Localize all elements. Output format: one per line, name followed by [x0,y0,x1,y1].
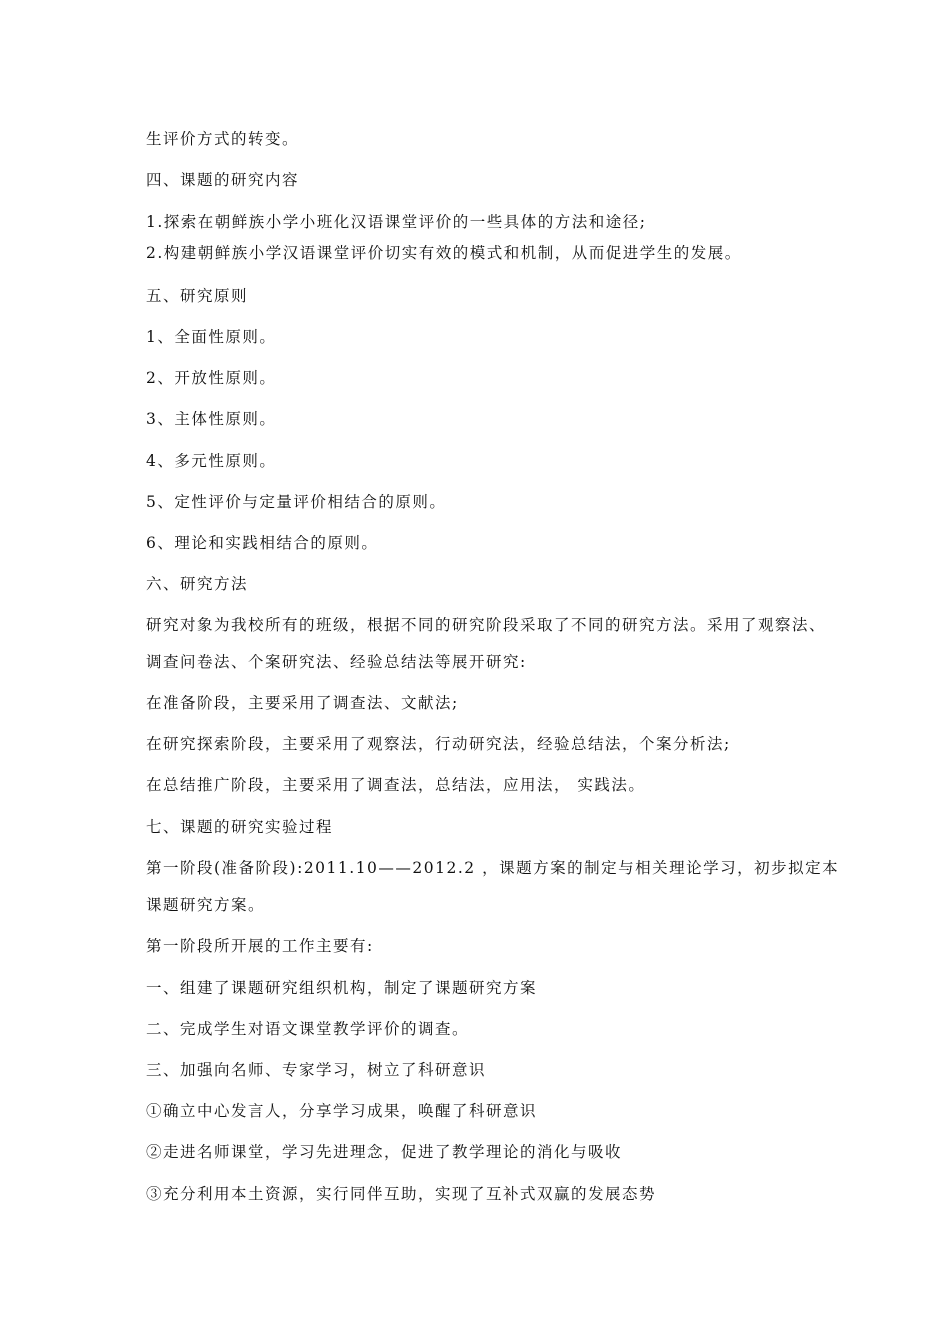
text-line: 第一阶段(准备阶段):2011.10——2012.2 ，课题方案的制定与相关理论学习，初步拟定本 [146,859,840,877]
section-heading: 六、研究方法 [146,575,249,593]
list-item: 1、全面性原则。 [146,328,277,346]
list-item: 5、定性评价与定量评价相结合的原则。 [146,493,447,511]
list-item: 2、开放性原则。 [146,369,277,387]
list-item: 三、加强向名师、专家学习，树立了科研意识 [146,1061,487,1079]
list-item: 4、多元性原则。 [146,452,277,470]
section-heading: 四、课题的研究内容 [146,171,300,189]
text-line: 1.探索在朝鲜族小学小班化汉语课堂评价的一些具体的方法和途径; [146,213,647,231]
list-item: ②走进名师课堂，学习先进理念，促进了教学理论的消化与吸收 [146,1143,623,1161]
list-item: 6、理论和实践相结合的原则。 [146,534,379,552]
list-item: ③充分利用本土资源，实行同伴互助，实现了互补式双赢的发展态势 [146,1185,657,1203]
section-heading: 五、研究原则 [146,287,249,305]
text-line: 生评价方式的转变。 [146,130,300,148]
list-item: 3、主体性原则。 [146,410,277,428]
list-item: 一、组建了课题研究组织机构，制定了课题研究方案 [146,979,538,997]
text-line: 在准备阶段，主要采用了调查法、文献法; [146,694,459,712]
text-line: 调查问卷法、个案研究法、经验总结法等展开研究: [146,653,527,671]
list-item: ①确立中心发言人，分享学习成果，唤醒了科研意识 [146,1102,538,1120]
list-item: 二、完成学生对语文课堂教学评价的调查。 [146,1020,470,1038]
text-line: 在总结推广阶段，主要采用了调查法，总结法，应用法， 实践法。 [146,776,646,794]
section-heading: 七、课题的研究实验过程 [146,818,334,836]
text-line: 在研究探索阶段，主要采用了观察法，行动研究法，经验总结法，个案分析法; [146,735,731,753]
text-line: 课题研究方案。 [146,896,266,914]
text-line: 研究对象为我校所有的班级，根据不同的研究阶段采取了不同的研究方法。采用了观察法、 [146,616,827,634]
text-line: 第一阶段所开展的工作主要有: [146,937,374,955]
text-line: 2.构建朝鲜族小学汉语课堂评价切实有效的模式和机制，从而促进学生的发展。 [146,244,742,262]
